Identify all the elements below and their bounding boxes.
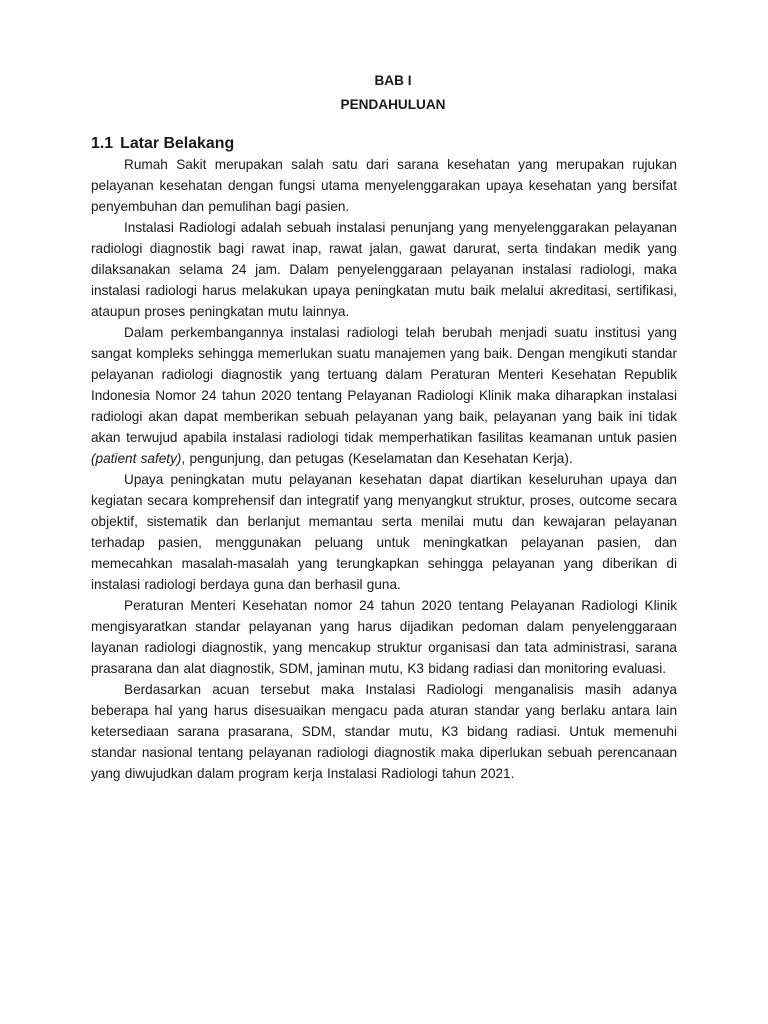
paragraph-3-text-after: , pengunjung, dan petugas (Keselamatan dan Kesehatan Kerja). bbox=[181, 451, 573, 466]
document-body bbox=[91, 70, 677, 784]
chapter-label: BAB I bbox=[374, 73, 412, 88]
paragraph-5: Peraturan Menteri Kesehatan nomor 24 tahun 2020 tentang Pelayanan Radiologi Klinik mengisyaratkan standar pelayanan yang harus dijadikan pedoman dalam penyelenggaraan layanan radiologi diagnostik, yang mencakup struktur organisasi dan tata administrasi, sarana prasarana dan alat diagnostik, SDM, jaminan mutu, K3 bidang radiasi dan monitoring evaluasi. bbox=[91, 598, 677, 676]
section-title: Latar Belakang bbox=[120, 135, 235, 152]
chapter-title: PENDAHULUAN bbox=[340, 97, 446, 112]
paragraph-3-text-before: Dalam perkembangannya instalasi radiologi telah berubah menjadi suatu institusi yang sangat kompleks sehingga memerlukan suatu manajemen yang baik. Dengan mengikuti standar pelayanan radiologi diagnostik yang tertuang dalam Peraturan Menteri Kesehatan Republik Indonesia Nomor 24 tahun 2020 tentang Pelayanan Radiologi Klinik maka diharapkan instalasi radiologi akan dapat memberikan sebuah pelayanan yang baik, pelayanan yang baik ini tidak akan terwujud apabila instalasi radiologi tidak memperhatikan fasilitas keamanan untuk pasien bbox=[91, 325, 677, 445]
paragraph-1: Rumah Sakit merupakan salah satu dari sarana kesehatan yang merupakan rujukan pelayanan kesehatan dengan fungsi utama menyelenggarakan upaya kesehatan yang bersifat penyembuhan dan pemulihan bagi pasien. bbox=[91, 157, 677, 214]
paragraph-4: Upaya peningkatan mutu pelayanan kesehatan dapat diartikan keseluruhan upaya dan kegiatan secara komprehensif dan integratif yang menyangkut struktur, proses, outcome secara objektif, sistematik dan berlanjut memantau serta menilai mutu dan kewajaran pelayanan terhadap pasien, menggunakan peluang untuk meningkatkan pelayanan pasien, dan memecahkan masalah-masalah yang terungkapkan sehingga pelayanan yang diberikan di instalasi radiologi berdaya guna dan berhasil guna. bbox=[91, 472, 677, 592]
paragraph-6: Berdasarkan acuan tersebut maka Instalasi Radiologi menganalisis masih adanya beberapa hal yang harus disesuaikan mengacu pada aturan standar yang berlaku antara lain ketersediaan sarana prasarana, SDM, standar mutu, K3 bidang radiasi. Untuk memenuhi standar nasional tentang pelayanan radiologi diagnostik maka diperlukan sebuah perencanaan yang diwujudkan dalam program kerja Instalasi Radiologi tahun 2021. bbox=[91, 682, 677, 781]
paragraph-3 bbox=[91, 322, 677, 469]
paragraph-3-italic: (patient safety) bbox=[91, 451, 182, 466]
section-number: 1.1 bbox=[91, 135, 114, 152]
paragraph-2: Instalasi Radiologi adalah sebuah instalasi penunjang yang menyelenggarakan pelayanan radiologi diagnostik bagi rawat inap, rawat jalan, gawat darurat, serta tindakan medik yang dilaksanakan selama 24 jam. Dalam penyelenggaraan pelayanan instalasi radiologi, maka instalasi radiologi harus melakukan upaya peningkatan mutu baik melalui akreditasi, sertifikasi, ataupun proses peningkatan mutu lainnya. bbox=[91, 220, 677, 319]
section-heading bbox=[91, 133, 677, 154]
